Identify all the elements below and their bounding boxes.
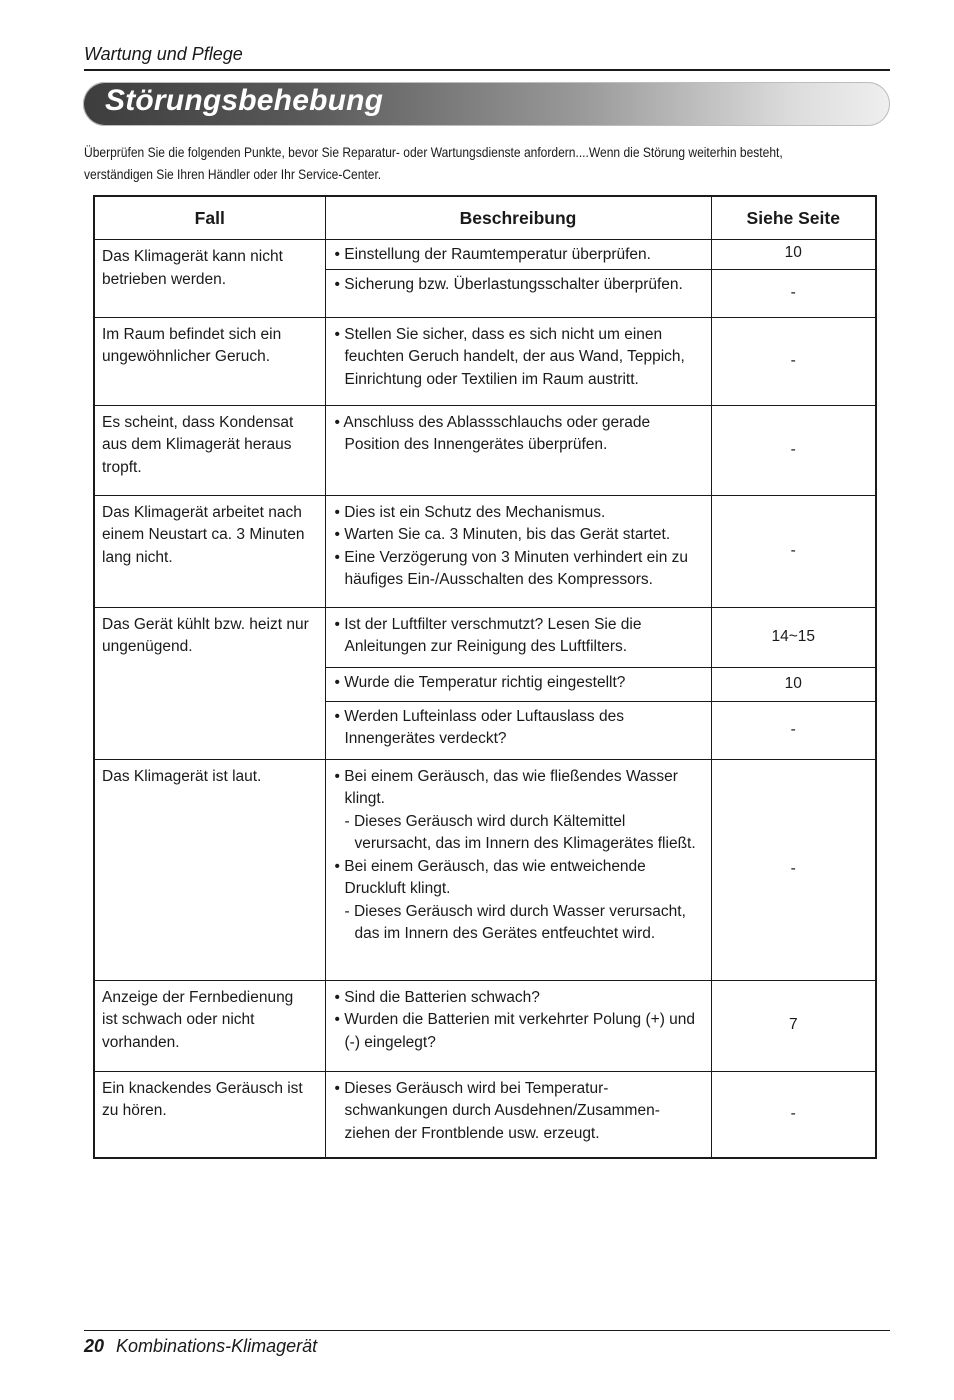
footer-rule	[84, 1330, 890, 1331]
description-cell	[325, 405, 711, 495]
product-name: Kombinations-Klimagerät	[116, 1336, 318, 1356]
fall-text: Ein knackendes Geräusch ist	[102, 1079, 303, 1097]
intro-line: Überprüfen Sie die folgenden Punkte, bevor Sie Reparatur- oder Wartungsdienste anfordern....Wenn die Störung weiterhin besteht,	[84, 144, 783, 160]
page-cell: -	[711, 269, 876, 317]
page-cell: -	[711, 405, 876, 495]
fall-text: ist schwach oder nicht	[102, 1011, 255, 1028]
page-cell: -	[711, 317, 876, 405]
fall-text: zu hören.	[102, 1102, 167, 1119]
fall-text: tropft.	[102, 458, 142, 476]
description-cell	[325, 495, 711, 607]
page-cell: 14~15	[711, 607, 876, 667]
description-text: • Bei einem Geräusch, das wie entweichende Druckluft klingt.	[334, 857, 646, 897]
description-text: • Stellen Sie sicher, dass es sich nicht um einen feuchten Geruch handelt, der aus Wand, Teppich, Einrichtung oder Textilien im Raum austritt.	[334, 325, 685, 388]
description-text: • Wurde die Temperatur richtig eingestellt?	[334, 673, 626, 691]
description-text: • Eine Verzögerung von 3 Minuten verhindert ein zu häufiges Ein-/Ausschalten des Kompressors.	[334, 548, 689, 588]
description-cell	[325, 1071, 711, 1158]
table-header-row	[94, 196, 876, 240]
description-cell	[325, 607, 711, 667]
title-banner	[83, 82, 890, 126]
table-row	[94, 495, 876, 607]
table-row	[94, 317, 876, 405]
fall-text: Im Raum befindet sich ein	[102, 325, 282, 343]
fall-text: betrieben werden.	[102, 270, 227, 288]
column-header-seite: Siehe Seite	[711, 196, 876, 240]
fall-cell	[94, 317, 325, 405]
fall-text: einem Neustart ca. 3 Minuten	[102, 526, 305, 543]
description-cell	[325, 269, 711, 317]
description-text: • Werden Lufteinlass oder Luftauslass des Innengerätes verdeckt?	[334, 707, 624, 747]
page-footer	[84, 1336, 317, 1357]
fall-text: vorhanden.	[102, 1033, 180, 1051]
fall-text: Anzeige der Fernbedienung	[102, 988, 294, 1006]
intro-line: verständigen Sie Ihren Händler oder Ihr Service-Center.	[84, 166, 382, 182]
description-subtext: - Dieses Geräusch wird durch Wasser verursacht, das im Innern des Gerätes entfeuchtet wird.	[344, 902, 686, 942]
description-cell	[325, 667, 711, 701]
page-cell: -	[711, 1071, 876, 1158]
table-row	[94, 240, 876, 270]
description-text: • Dieses Geräusch wird bei Temperatur-schwankungen durch Ausdehnen/Zusammen-ziehen der Frontblende usw. erzeugt.	[334, 1079, 660, 1142]
description-text: • Sind die Batterien schwach?	[334, 988, 540, 1006]
fall-text: aus dem Klimagerät heraus	[102, 436, 292, 453]
page-cell: 10	[711, 240, 876, 270]
page-title: Störungsbehebung	[105, 84, 384, 117]
page-cell: -	[711, 701, 876, 759]
fall-text: lang nicht.	[102, 548, 173, 566]
page-cell: -	[711, 495, 876, 607]
table-row	[94, 759, 876, 980]
table-row	[94, 607, 876, 667]
description-cell	[325, 759, 711, 980]
fall-text: ungewöhnlicher Geruch.	[102, 348, 271, 365]
header-rule	[84, 69, 890, 71]
fall-cell	[94, 980, 325, 1071]
fall-cell	[94, 759, 325, 980]
troubleshooting-table	[93, 195, 877, 1159]
fall-text: Das Klimagerät kann nicht	[102, 248, 283, 265]
page-cell: 7	[711, 980, 876, 1071]
description-cell	[325, 317, 711, 405]
fall-cell	[94, 495, 325, 607]
fall-text: Es scheint, dass Kondensat	[102, 413, 294, 431]
description-text: • Bei einem Geräusch, das wie fließendes Wasser klingt.	[334, 767, 678, 807]
fall-text: ungenügend.	[102, 638, 193, 655]
table-row	[94, 1071, 876, 1158]
section-header: Wartung und Pflege	[84, 44, 243, 64]
description-text: • Dies ist ein Schutz des Mechanismus.	[334, 503, 606, 521]
fall-text: Das Gerät kühlt bzw. heizt nur	[102, 615, 309, 633]
description-subtext: - Dieses Geräusch wird durch Kältemittel verursacht, das im Innern des Klimagerätes fließt.	[344, 812, 696, 852]
description-text: • Ist der Luftfilter verschmutzt? Lesen Sie die Anleitungen zur Reinigung des Luftfilters.	[334, 615, 642, 655]
fall-text: Das Klimagerät arbeitet nach	[102, 503, 302, 521]
fall-cell	[94, 607, 325, 759]
description-text: • Wurden die Batterien mit verkehrter Polung (+) und (-) eingelegt?	[334, 1011, 696, 1051]
fall-cell	[94, 1071, 325, 1158]
description-text: • Sicherung bzw. Überlastungsschalter überprüfen.	[334, 275, 683, 293]
page-cell: -	[711, 759, 876, 980]
description-cell	[325, 980, 711, 1071]
description-text: • Einstellung der Raumtemperatur überprüfen.	[334, 246, 651, 263]
fall-cell	[94, 240, 325, 318]
description-text: • Anschluss des Ablassschlauchs oder gerade Position des Innengerätes überprüfen.	[334, 413, 651, 453]
intro-text	[84, 141, 884, 185]
table-row	[94, 405, 876, 495]
page-cell: 10	[711, 667, 876, 701]
description-text: • Warten Sie ca. 3 Minuten, bis das Gerät startet.	[334, 526, 671, 543]
description-cell	[325, 701, 711, 759]
table-row	[94, 980, 876, 1071]
column-header-fall: Fall	[94, 196, 325, 240]
page-number: 20	[84, 1336, 105, 1356]
column-header-beschreibung: Beschreibung	[325, 196, 711, 240]
description-cell	[325, 240, 711, 270]
fall-cell	[94, 405, 325, 495]
fall-text: Das Klimagerät ist laut.	[102, 767, 262, 785]
